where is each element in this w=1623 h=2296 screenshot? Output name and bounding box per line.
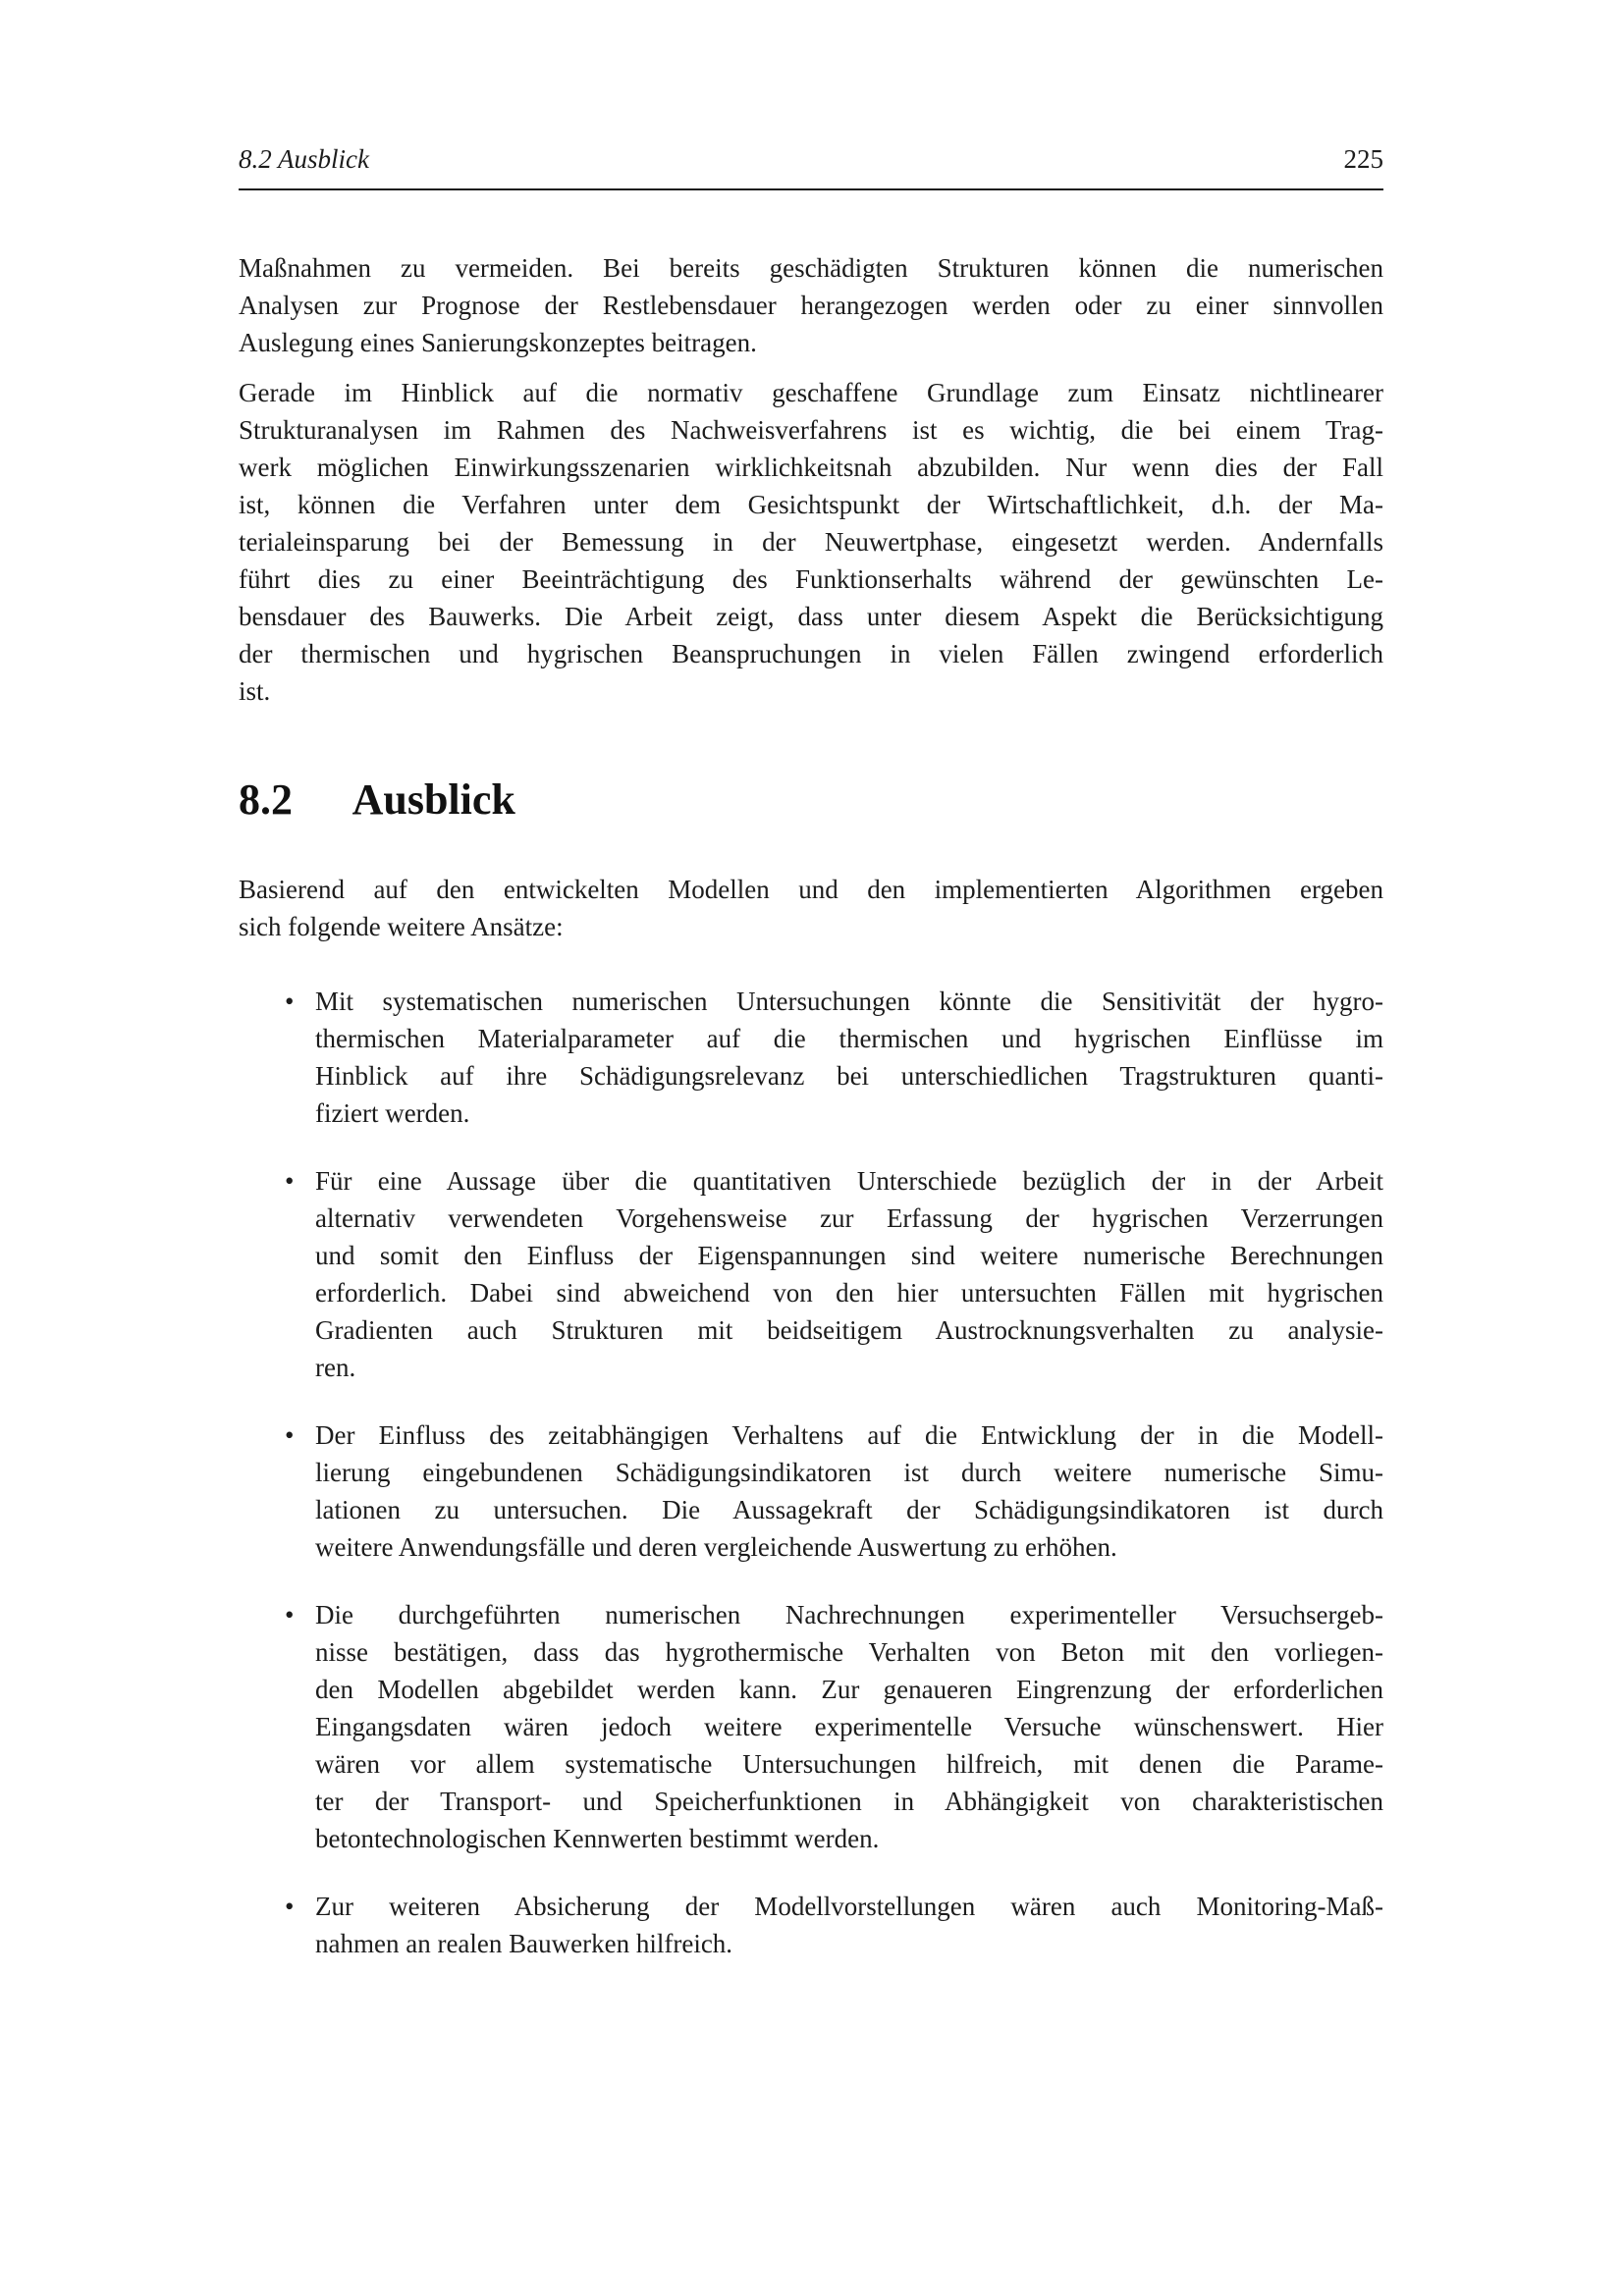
running-header	[239, 143, 1383, 175]
paragraph	[239, 871, 1383, 945]
text-line: terialeinsparung bei der Bemessung in der Neuwertphase, eingesetzt werden. Andernfalls	[239, 527, 1383, 557]
text-line: nahmen an realen Bauwerken hilfreich.	[315, 1929, 733, 1958]
text-line: alternativ verwendeten Vorgehensweise zur Erfassung der hygrischen Verzerrungen	[315, 1203, 1383, 1233]
text-line: Hinblick auf ihre Schädigungsrelevanz bei unterschiedlichen Tragstrukturen quanti-	[315, 1061, 1383, 1091]
text-line: thermischen Materialparameter auf die thermischen und hygrischen Einflüsse im	[315, 1024, 1383, 1053]
text-line: wären vor allem systematische Untersuchungen hilfreich, mit denen die Parame-	[315, 1749, 1383, 1779]
text-line: führt dies zu einer Beeinträchtigung des Funktionserhalts während der gewünschten Le-	[239, 564, 1383, 594]
text-line: Gerade im Hinblick auf die normativ geschaffene Grundlage zum Einsatz nichtlinearer	[239, 378, 1383, 407]
text-line: Maßnahmen zu vermeiden. Bei bereits geschädigten Strukturen können die numerischen	[239, 253, 1383, 283]
text-line: Analysen zur Prognose der Restlebensdauer herangezogen werden oder zu einer sinnvollen	[239, 291, 1383, 320]
text-line: betontechnologischen Kennwerten bestimmt werden.	[315, 1824, 880, 1853]
list-item-text	[315, 1888, 1383, 1962]
text-line: ren.	[315, 1353, 356, 1382]
bullet-icon: •	[285, 987, 295, 1016]
section-title: Ausblick	[352, 775, 515, 824]
list-item-text	[315, 1416, 1383, 1566]
bullet-icon: •	[285, 1166, 295, 1196]
text-line: lationen zu untersuchen. Die Aussagekraft der Schädigungsindikatoren ist durch	[315, 1495, 1383, 1524]
paragraph	[239, 374, 1383, 710]
bullet-icon: •	[285, 1420, 295, 1450]
text-line: Für eine Aussage über die quantitativen Unterschiede bezüglich der in der Arbeit	[315, 1166, 1383, 1196]
text-line: bensdauer des Bauwerks. Die Arbeit zeigt, dass unter diesem Aspekt die Berücksichtigung	[239, 602, 1383, 631]
text-line: Mit systematischen numerischen Untersuchungen könnte die Sensitivität der hygro-	[315, 987, 1383, 1016]
text-line: Eingangsdaten wären jedoch weitere experimentelle Versuche wünschenswert. Hier	[315, 1712, 1383, 1741]
intro-paragraphs	[239, 249, 1383, 710]
text-line: den Modellen abgebildet werden kann. Zur genaueren Eingrenzung der erforderlichen	[315, 1675, 1383, 1704]
text-line: weitere Anwendungsfälle und deren vergleichende Auswertung zu erhöhen.	[315, 1532, 1117, 1562]
text-line: werk möglichen Einwirkungsszenarien wirklichkeitsnah abzubilden. Nur wenn dies der Fall	[239, 453, 1383, 482]
text-line: lierung eingebundenen Schädigungsindikatoren ist durch weitere numerische Simu-	[315, 1458, 1383, 1487]
text-line: und somit den Einfluss der Eigenspannungen sind weitere numerische Berechnungen	[315, 1241, 1383, 1270]
text-line: ist, können die Verfahren unter dem Gesichtspunkt der Wirtschaftlichkeit, d.h. der Ma-	[239, 490, 1383, 519]
list-item	[239, 1416, 1383, 1566]
list-item	[239, 1162, 1383, 1386]
text-line: Basierend auf den entwickelten Modellen und den implementierten Algorithmen ergeben	[239, 875, 1383, 904]
text-line: ter der Transport- und Speicherfunktionen in Abhängigkeit von charakteristischen	[315, 1787, 1383, 1816]
text-line: Der Einfluss des zeitabhängigen Verhaltens auf die Entwicklung der in die Modell-	[315, 1420, 1383, 1450]
text-line: ist.	[239, 676, 271, 706]
paragraph	[239, 249, 1383, 361]
header-rule	[239, 188, 1383, 190]
section-number: 8.2	[239, 775, 293, 824]
text-line: fiziert werden.	[315, 1098, 470, 1128]
text-line: Strukturanalysen im Rahmen des Nachweisverfahrens ist es wichtig, die bei einem Trag-	[239, 415, 1383, 445]
list-item-text	[315, 983, 1383, 1132]
section-heading	[239, 774, 1383, 826]
text-line: nisse bestätigen, dass das hygrothermische Verhalten von Beton mit den vorliegen-	[315, 1637, 1383, 1667]
bullet-icon: •	[285, 1892, 295, 1921]
list-item-text	[315, 1162, 1383, 1386]
page-body	[239, 249, 1383, 1993]
list-item-text	[315, 1596, 1383, 1857]
text-line: Gradienten auch Strukturen mit beidseitigem Austrocknungsverhalten zu analysie-	[315, 1315, 1383, 1345]
page-number: 225	[1343, 144, 1383, 174]
text-line: Zur weiteren Absicherung der Modellvorstellungen wären auch Monitoring-Maß-	[315, 1892, 1383, 1921]
lead-paragraph	[239, 871, 1383, 945]
bullet-list	[239, 983, 1383, 1962]
text-line: Die durchgeführten numerischen Nachrechnungen experimenteller Versuchsergeb-	[315, 1600, 1383, 1629]
text-line: erforderlich. Dabei sind abweichend von den hier untersuchten Fällen mit hygrischen	[315, 1278, 1383, 1308]
text-line: der thermischen und hygrischen Beanspruchungen in vielen Fällen zwingend erforderlich	[239, 639, 1383, 668]
text-line: sich folgende weitere Ansätze:	[239, 912, 564, 941]
list-item	[239, 1596, 1383, 1857]
list-item	[239, 983, 1383, 1132]
text-line: Auslegung eines Sanierungskonzeptes beitragen.	[239, 328, 757, 357]
running-header-title: 8.2 Ausblick	[239, 144, 369, 174]
list-item	[239, 1888, 1383, 1962]
bullet-icon: •	[285, 1600, 295, 1629]
